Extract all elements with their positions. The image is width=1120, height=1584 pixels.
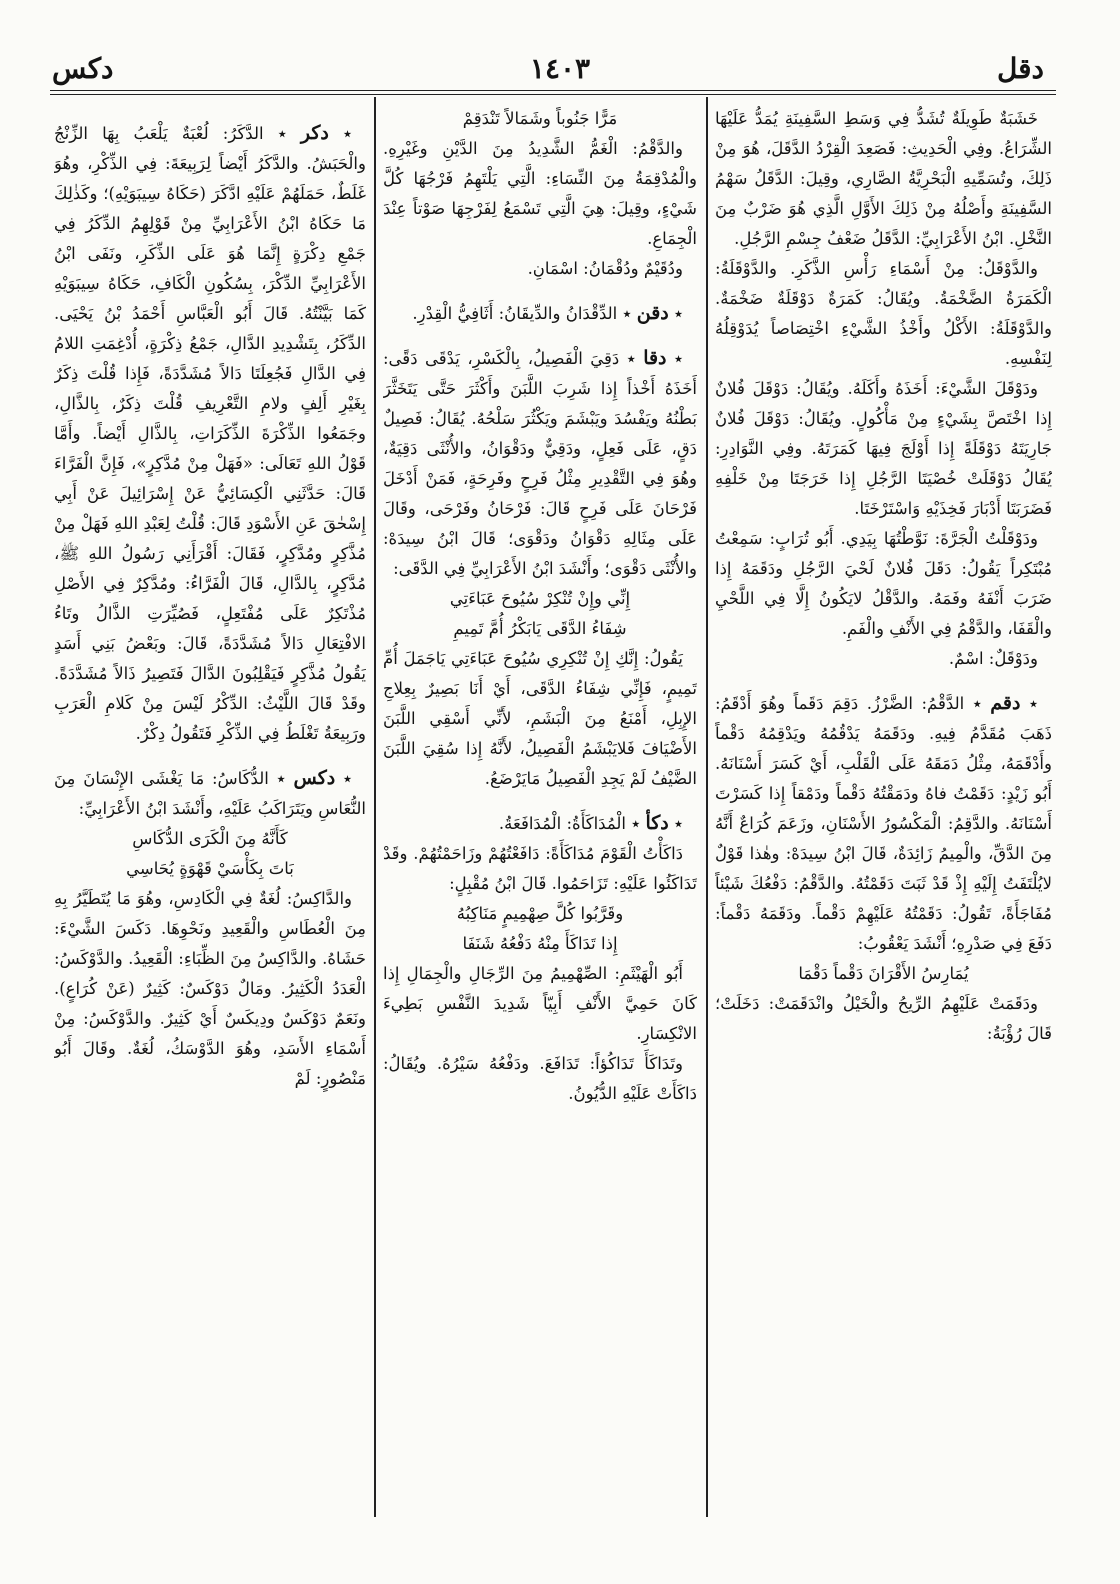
- entry-headword: دقا: [643, 347, 667, 369]
- running-head-right: دقل: [996, 52, 1044, 85]
- page-number: ١٤٠٣: [529, 52, 591, 85]
- entry-marker: ٭: [335, 769, 353, 788]
- entry-headword: دكس: [293, 767, 336, 789]
- verse-line: وقَرَّبُوا كُلَّ صِهْمِيمٍ مَنَاكِبُهُ: [456, 904, 624, 923]
- entry-text: الدِّقْدَانُ والدِّيقَانُ: أَثَافِيُّ الْقِدْرِ.: [412, 304, 618, 323]
- entry-text: الْمُدَاكَأَةُ: الْمُدَافَعَةُ.: [498, 814, 626, 833]
- entry-paragraph: [383, 343, 697, 584]
- column-right: [715, 104, 1052, 1514]
- entry-paragraph: [715, 688, 1052, 959]
- header-rule: [50, 94, 1056, 95]
- verse-line: إِنِّي وإِنْ تُنْكِرْ سُيُوحَ عَبَاءَتِي: [449, 589, 631, 608]
- body-paragraph: والدَّاكِسُ: لُغَةٌ فِي الْكَادِسِ، وهُوَ مَا يُتَطَيَّرُ بِهِ مِنَ الْعُطَاسِ والْقَعِيدِ ونَحْوِهَا. دَكَسَ الشَّيْءَ: حَشَاهُ. والدَّاكِسُ مِنَ الظِّبَاءِ: الْقَعِيدُ. والدَّوْكَسُ: الْعَدَدُ الْكَثِيرُ. ومَالٌ دَوْكَسٌ: كَثِيرٌ (عَنْ كُرَاعٍ). ونَعَمٌ دَوْكَسٌ ودِيكَسٌ أَيْ كَثِيرٌ. والدَّوْكَسُ: مِنْ أَسْمَاءِ الأَسَدِ، وهُوَ الدَّوْسَكُ، لُغَةٌ. وقَالَ أَبُو مَنْصُورٍ: لَمْ: [54, 889, 366, 1088]
- entry-headword: دكأ: [645, 812, 669, 834]
- body-paragraph: ودَوْقَلٌ: اسْمٌ.: [948, 649, 1038, 668]
- body-paragraph: والدَّقْمُ: الْغَمُّ الشَّدِيدُ مِنَ الدَّيْنِ وغَيْرِهِ. والْمُدْقِمَةُ مِنَ النِّسَاءِ: الَّتِي يَلْتَهِمُ فَرْجُهَا كُلَّ شَيْءٍ، وقِيلَ: هِيَ الَّتِي تَسْمَعُ لِفَرْجِهَا صَوْتاً عِنْدَ الْجِمَاعِ.: [383, 139, 697, 248]
- entry-separator: ٭: [263, 124, 301, 143]
- entry-paragraph: [54, 118, 366, 749]
- entry-text: دَقِيَ الْفَصِيلُ، بِالْكَسْرِ، يَدْقَى دَقًى: أَخَذَهُ أَخْذاً إِذا شَرِبَ اللَّبَنَ وأَكْثَرَ حَتَّى يَتَخَثَّرَ بَطْنُهُ ويَفْسُدَ ويَبْشَمَ ويَكْثُرَ سَلْحُهُ. يُقَالُ: فَصِيلٌ دَقٍ، عَلَى فَعِلٍ، ودَقِيٌّ ودَقْوَانُ، والأُنْثَى دَقِيَةٌ، وهُوَ فِي التَّقْدِيرِ مِثْلُ فَرِحٍ وفَرِحَةٍ، فَمَنْ أَدْخَلَ فَرْحَانَ عَلَى فَرِحٍ قَالَ: فَرْحَانُ وفَرْحَى، وقَالَ عَلَى مِثَالِهِ دَقْوَانُ ودَقْوَى؛ قَالَ ابْنُ سِيدَهْ: والأُنْثَى دَقْوَى؛ وأَنْشَدَ ابْنُ الأَعْرَابِيِّ فِي الدَّقَى:: [383, 349, 697, 578]
- entry-separator: ٭: [617, 304, 637, 323]
- entry-text: الدَّقْمُ: الضَّرْزُ. دَقِمَ دَقَماً وهُوَ أَدْقَمُ: ذَهَبَ مُقَدَّمُ فِيهِ. ودَقَمَهُ يَدْقُمُهُ ويَدْقِمُهُ دَقْماً وأَدْقَمَهُ، مِثْلُ دَمَقَهُ عَلَى الْقَلْبِ، أَيْ كَسَرَ أَسْنَانَهُ. أَبُو زَيْدٍ: دَقَمْتُ فاهُ ودَمَقْتُهُ دَقْماً ودَمْقاً إِذا كَسَرْتَ أَسْنَانَهُ. والدَّقِمُ: الْمَكْسُورُ الأَسْنَانِ، وزَعَمَ كُرَاعٌ أَنَّهُ مِنَ الدَّقِّ، والْمِيمُ زَائِدَةٌ، قَالَ ابْنُ سِيدَهْ: وهٰذا قَوْلٌ لايُلْتَفَتُ إِلَيْهِ إِذْ قَدْ ثَبَتَ دَقَمْتُهُ. والدَّقْمُ: دَفْعُكَ شَيْئاً مُفَاجَأَةً، تَقُولُ: دَقَمْتُهُ عَلَيْهِمْ دَقْماً. ودَقَمَهُ دَقْماً: دَفَعَ فِي صَدْرِهِ؛ أَنْشَدَ يَعْقُوبُ:: [715, 694, 1052, 953]
- body-paragraph: وتَدَاكَأَ تَدَاكُؤاً: تَدَافَعَ. ودَفْعُهُ سَيْرُهُ. ويُقَالُ: دَاكَأَتْ عَلَيْهِ الدُّيُونُ.: [383, 1054, 697, 1103]
- entry-separator: ٭: [964, 694, 991, 713]
- entry-paragraph: [383, 808, 697, 839]
- body-paragraph: أَبُو الْهَيْثَمِ: الصِّهْمِيمُ مِنَ الرِّجَالِ والْجِمَالِ إِذا كَانَ حَمِيَّ الأَنْفِ أَبِيّاً شَدِيدَ النَّفْسِ بَطِيءَ الانْكِسَارِ.: [383, 964, 697, 1043]
- column-rule: [374, 97, 376, 1517]
- column-left: [54, 104, 366, 1514]
- entry-marker: ٭: [668, 304, 683, 323]
- entry-text: الدَّكَرُ: لُعْبَةٌ يَلْعَبُ بِهَا الزِّنْجُ والْحَبَشُ. والدَّكَرُ أَيْضاً لِرَبِيعَةَ: فِي الذِّكْرِ، وهُوَ غَلَطٌ، حَمَلَهُمْ عَلَيْهِ ادَّكَرَ (حَكَاهُ سِيبَوَيْهِ)؛ وكَذٰلِكَ مَا حَكَاهُ ابْنُ الأَعْرَابِيِّ مِنْ قَوْلِهِمُ الدِّكَرُ فِي جَمْعِ دِكْرَةٍ إِنَّمَا هُوَ عَلَى الذِّكَرِ، ونَفَى ابْنُ الأَعْرَابِيِّ الدِّكْرَ، بِسُكُونِ الْكَافِ، حَكَاهُ سِيبَوَيْهِ كَمَا بَيَّنْتُهُ. قَالَ أَبُو الْعَبَّاسِ أَحْمَدُ بْنُ يَحْيَى. الدِّكَرُ، بِتَشْدِيدِ الدَّالِ، جَمْعُ ذِكْرَةٍ، أُدْغِمَتِ اللامُ فِي الدَّالِ فَجُعِلَتَا دَالاً مُشَدَّدَةً، فَإِذا قُلْتَ ذِكَرٌ بِغَيْرِ أَلِفٍ ولامِ التَّعْرِيفِ قُلْتَ ذِكَرٌ، بِالذَّالِ، وجَمَعُوا الذِّكْرَةَ الذِّكَرَاتِ، بِالذَّالِ أَيْضاً. وأَمَّا قَوْلُ اللهِ تَعَالَى: «فَهَلْ مِنْ مُدَّكِرٍ»، فَإِنَّ الْفَرَّاءَ قَالَ: حَدَّثَنِي الْكِسَائِيُّ عَنْ إِسْرَائِيلَ عَنْ أَبِي إِسْحٰقَ عَنِ الأَسْوَدِ قَالَ: قُلْتُ لِعَبْدِ اللهِ فَهَلْ مِنْ مُذَّكِرٍ ومُدَّكِرٍ، فَقَالَ: أَقْرَأَنِي رَسُولُ اللهِ ﷺ، مُدَّكِرٍ، بِالدَّالِ، قَالَ الْفَرَّاءُ: ومُدَّكِرٌ فِي الأَصْلِ مُذْتَكِرٌ عَلَى مُفْتَعِلٍ، فَصُيِّرَتِ الذَّالُ وتَاءُ الافْتِعَالِ دَالاً مُشَدَّدَةً، قَالَ: وبَعْضُ بَنِي أَسَدٍ يَقُولُ مُذَّكِرٍ فَيَقْلِبُونَ الدَّالَ فَتَصِيرُ ذَالاً مُشَدَّدَةً. وقَدْ قَالَ اللَّيْثُ: الدِّكْرُ لَيْسَ مِنْ كَلامِ الْعَرَبِ ورَبِيعَةُ تَغْلَطُ فِي الذِّكْرِ فَتَقُولُ دِكْرٌ.: [54, 124, 366, 743]
- column-rule: [706, 97, 708, 1517]
- body-paragraph: دَاكَأْتُ الْقَوْمَ مُدَاكَأَةً: دَافَعْتُهُمْ وزَاحَمْتُهُمْ. وقَدْ تَدَاكَئُوا عَلَيْهِ: تَزَاحَمُوا. قَالَ ابْنُ مُقْبِلٍ:: [383, 844, 697, 893]
- entry-separator: ٭: [619, 349, 644, 368]
- verse-line: إِذا تَدَاكَأَ مِنْهُ دَفْعُهُ شَنَفَا: [462, 934, 618, 953]
- entry-paragraph: [54, 763, 366, 824]
- body-paragraph: والدَّوْقَلُ: مِنْ أَسْمَاءِ رَأْسِ الذَّكَرِ. والدَّوْقَلَةُ: الْكَمَرَةُ الضَّخْمَةُ. ويُقَالُ: كَمَرَةٌ دَوْقَلَةٌ ضَخْمَةٌ. والدَّوْقَلَةُ: الأَكْلُ وأَخْذُ الشَّيْءِ اخْتِصَاصاً يُدَوْقِلُهُ لِنَفْسِهِ.: [715, 259, 1052, 368]
- entry-separator: ٭: [625, 814, 646, 833]
- body-paragraph: ودُقَيْمٌ ودُقْمَانُ: اسْمَانِ.: [527, 259, 683, 278]
- body-paragraph: ودَوْقَلْتُ الْجَرَّةَ: نَوَّطْتُهَا بِيَدِي. أَبُو تُرَابٍ: سَمِعْتُ مُبْتَكِراً يَقُولُ: دَقَلَ فُلانٌ لَحْيَ الرَّجُلِ ودَقَمَهُ إِذا ضَرَبَ أَنْفَهُ وفَمَهُ. والدَّقْلُ لايَكُونُ إِلَّا فِي اللَّحْيِ والْقَفَا، والدَّقْمُ فِي الأَنْفِ والْفَمِ.: [715, 529, 1052, 638]
- entry-separator: ٭: [268, 769, 294, 788]
- entry-paragraph: [383, 298, 697, 329]
- verse-line: مَرًّا جَنُوباً وشَمَالاً تَنْدَقِمْ: [462, 109, 618, 128]
- entry-marker: ٭: [328, 124, 352, 143]
- entry-text: الدُّكَاسُ: مَا يَغْشَى الإِنْسَانَ مِنَ النُّعَاسِ ويَتَرَاكَبُ عَلَيْهِ، وأَنْشَدَ ابْنُ الأَعْرَابِيِّ:: [54, 769, 366, 818]
- body-paragraph: ودَوْقَلَ الشَّيْءَ: أَخَذَهُ وأَكَلَهُ. ويُقَالُ: دَوْقَلَ فُلانٌ إِذا اخْتَصَّ بِشَيْءٍ مِنْ مَأْكُولٍ. ويُقَالُ: دَوْقَلَ فُلانٌ جَارِيَتَهُ دَوْقَلَةً إِذا أَوْلَجَ فِيهَا كَمَرَتَهُ. وفِي النَّوَادِرِ: يُقَالُ دَوْقَلَتْ خُصْيَتَا الرَّجُلِ إِذا خَرَجَتَا مِنْ خَلْفِهِ فَضَرَبَتَا أَدْبَارَ فَخِذَيْهِ وَاسْتَرْخَتَا.: [715, 379, 1052, 518]
- verse-line: يُمَارِسُ الأَقْرَانَ دَقْماً دَقْمَا: [798, 964, 969, 983]
- verse-line: شِفَاءُ الدَّقَى يَابَكْرُ أُمَّ تَمِيمِ: [453, 619, 627, 638]
- header-rule: [50, 90, 1056, 91]
- verse-line: بَاتَ بِكَأْسَيْ قَهْوَةٍ يُحَاسِي: [126, 859, 294, 878]
- entry-headword: دقن: [636, 302, 669, 324]
- body-paragraph: يَقُولُ: إِنَّكِ إِنْ تُنْكِرِي سُيُوحَ عَبَاءَتِي يَاجَمَلَ أُمِّ تَمِيمٍ، فَإِنِّي شِفَاءُ الدَّقَى، أَيْ أَنَا بَصِيرٌ بِعِلاجِ الإِبِلِ، أَمْنَعُ مِنَ الْبَشَمِ، لأَنِّي أَسْقِي اللَّبَنَ الأَضْيَافَ فَلايَبْشَمُ الْفَصِيلُ، لأَنَّهُ إِذا سُقِيَ اللَّبَنَ الضَّيْفُ لَمْ يَجِدِ الْفَصِيلُ مَايَرْضَعُ.: [383, 649, 697, 788]
- column-middle: [383, 104, 697, 1514]
- body-paragraph: خَشَبَةٌ طَوِيلَةٌ تُشَدُّ فِي وَسَطِ السَّفِينَةِ يُمَدُّ عَلَيْهَا الشِّرَاعُ. وفِي الْحَدِيثِ: فَصَعِدَ الْقِرْدُ الدَّقَلَ، هُوَ مِنْ ذَلِكَ، وتُسَمِّيهِ الْبَحْرِيَّةُ الصَّارِي، وقِيلَ: الدَّقَلُ سَهْمُ السَّفِينَةِ وأَصْلُهُ مِنْ ذَلِكَ الأَوَّلِ الَّذِي هُوَ ضَرْبٌ مِنَ النَّخْلِ. ابْنُ الأَعْرَابِيِّ: الدَّقَلُ ضَعْفُ جِسْمِ الرَّجُلِ.: [715, 109, 1052, 248]
- entry-headword: دقم: [990, 692, 1021, 714]
- body-paragraph: ودَقَمَتْ عَلَيْهِمُ الرِّيحُ والْخَيْلُ وانْدَقَمَتْ: دَخَلَتْ؛ قَالَ رُؤْبَةُ:: [715, 994, 1052, 1043]
- entry-marker: ٭: [1020, 694, 1038, 713]
- entry-marker: ٭: [666, 349, 683, 368]
- verse-line: كَأَنَّهُ مِنَ الْكَرَى الدُّكَاسِ: [132, 829, 288, 848]
- entry-marker: ٭: [668, 814, 683, 833]
- running-head-left: دكس: [52, 52, 114, 85]
- entry-headword: دكر: [300, 122, 329, 144]
